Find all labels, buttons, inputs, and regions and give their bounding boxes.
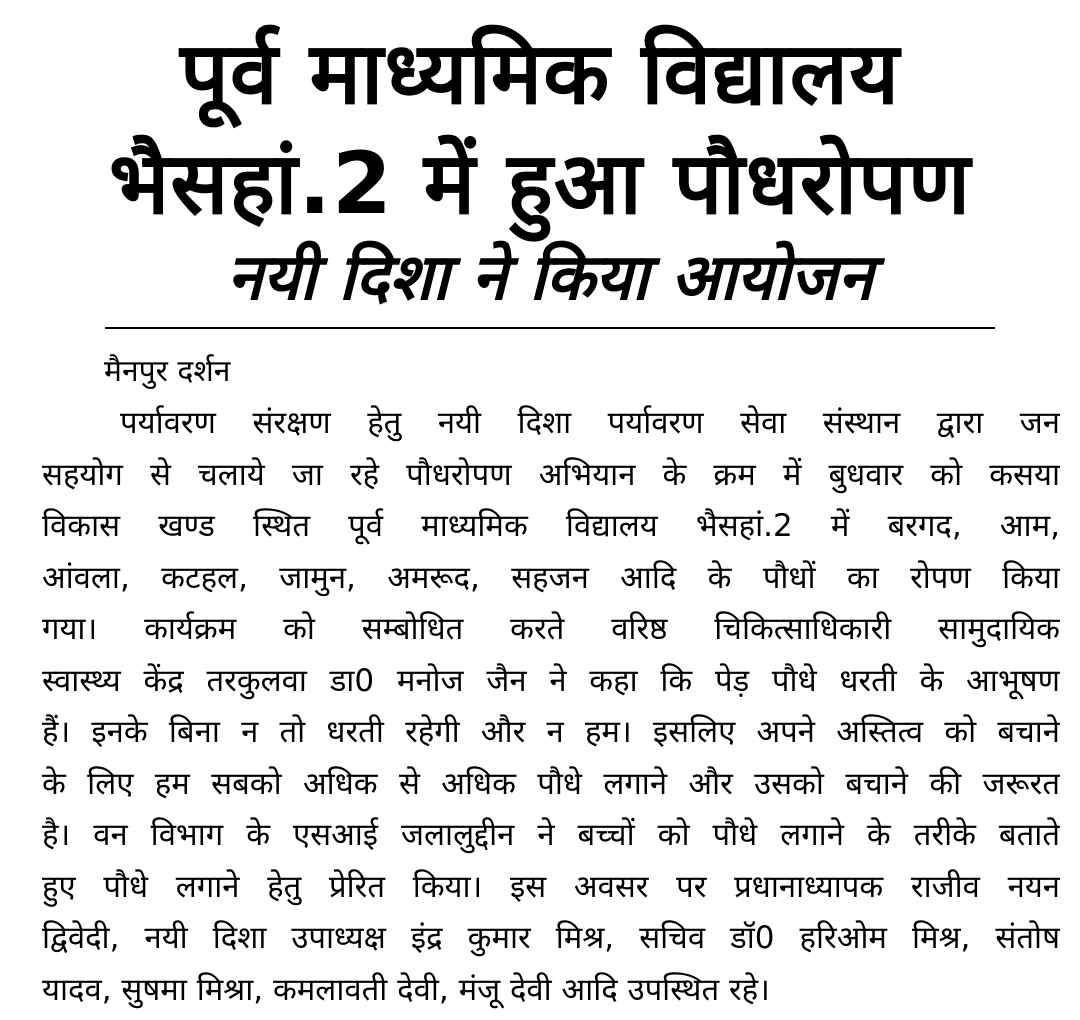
body-line: गया। कार्यक्रम को सम्बोधित करते वरिष्ठ चिकित्साधिकारी सामुदायिक xyxy=(42,611,1060,647)
body-line: हैं। इनके बिना न तो धरती रहेगी और न हम। इसलिए अपने अस्तित्व को बचाने xyxy=(42,714,1060,750)
body-line: के लिए हम सबको अधिक से अधिक पौधे लगाने और उसको बचाने की जरूरत xyxy=(42,765,1060,802)
body-line: स्वास्थ्य केंद्र तरकुलवा डा0 मनोज जैन ने कहा कि पेड़ पौधे धरती के आभूषण xyxy=(42,662,1060,699)
body-line: आंवला, कटहल, जामुन, अमरूद, सहजन आदि के पौधों का रोपण किया xyxy=(42,559,1060,596)
article-body xyxy=(42,398,1060,1016)
body-line: हुए पौधे लगाने हेतु प्रेरित किया। इस अवसर पर प्रधानाध्यापक राजीव नयन xyxy=(42,868,1060,905)
body-line: है। वन विभाग के एसआई जलालुद्दीन ने बच्चों को पौधे लगाने के तरीके बताते xyxy=(42,817,1060,853)
headline-line-1: पूर्व माध्यमिक विद्यालय xyxy=(180,24,900,124)
body-line: विकास खण्ड स्थित पूर्व माध्यमिक विद्यालय भैसहां.2 में बरगद, आम, xyxy=(42,508,1060,544)
headline-line-2: भैसहां.2 में हुआ पौधरोपण xyxy=(108,134,972,234)
body-line: द्विवेदी, नयी दिशा उपाध्यक्ष इंद्र कुमार मिश्र, सचिव डॉ0 हरिओम मिश्र, संतोष xyxy=(42,920,1060,956)
body-line: यादव, सुषमा मिश्रा, कमलावती देवी, मंजू देवी आदि उपस्थित रहे। xyxy=(42,971,770,1008)
body-line: सहयोग से चलाये जा रहे पौधरोपण अभियान के क्रम में बुधवार को कसया xyxy=(42,456,1060,493)
subheadline: नयी दिशा ने किया आयोजन xyxy=(226,241,874,315)
body-line: पर्यावरण संरक्षण हेतु नयी दिशा पर्यावरण सेवा संस्थान द्वारा जन xyxy=(120,405,1060,441)
byline: मैनपुर दर्शन xyxy=(104,354,231,389)
subheadline-underline xyxy=(105,327,995,329)
